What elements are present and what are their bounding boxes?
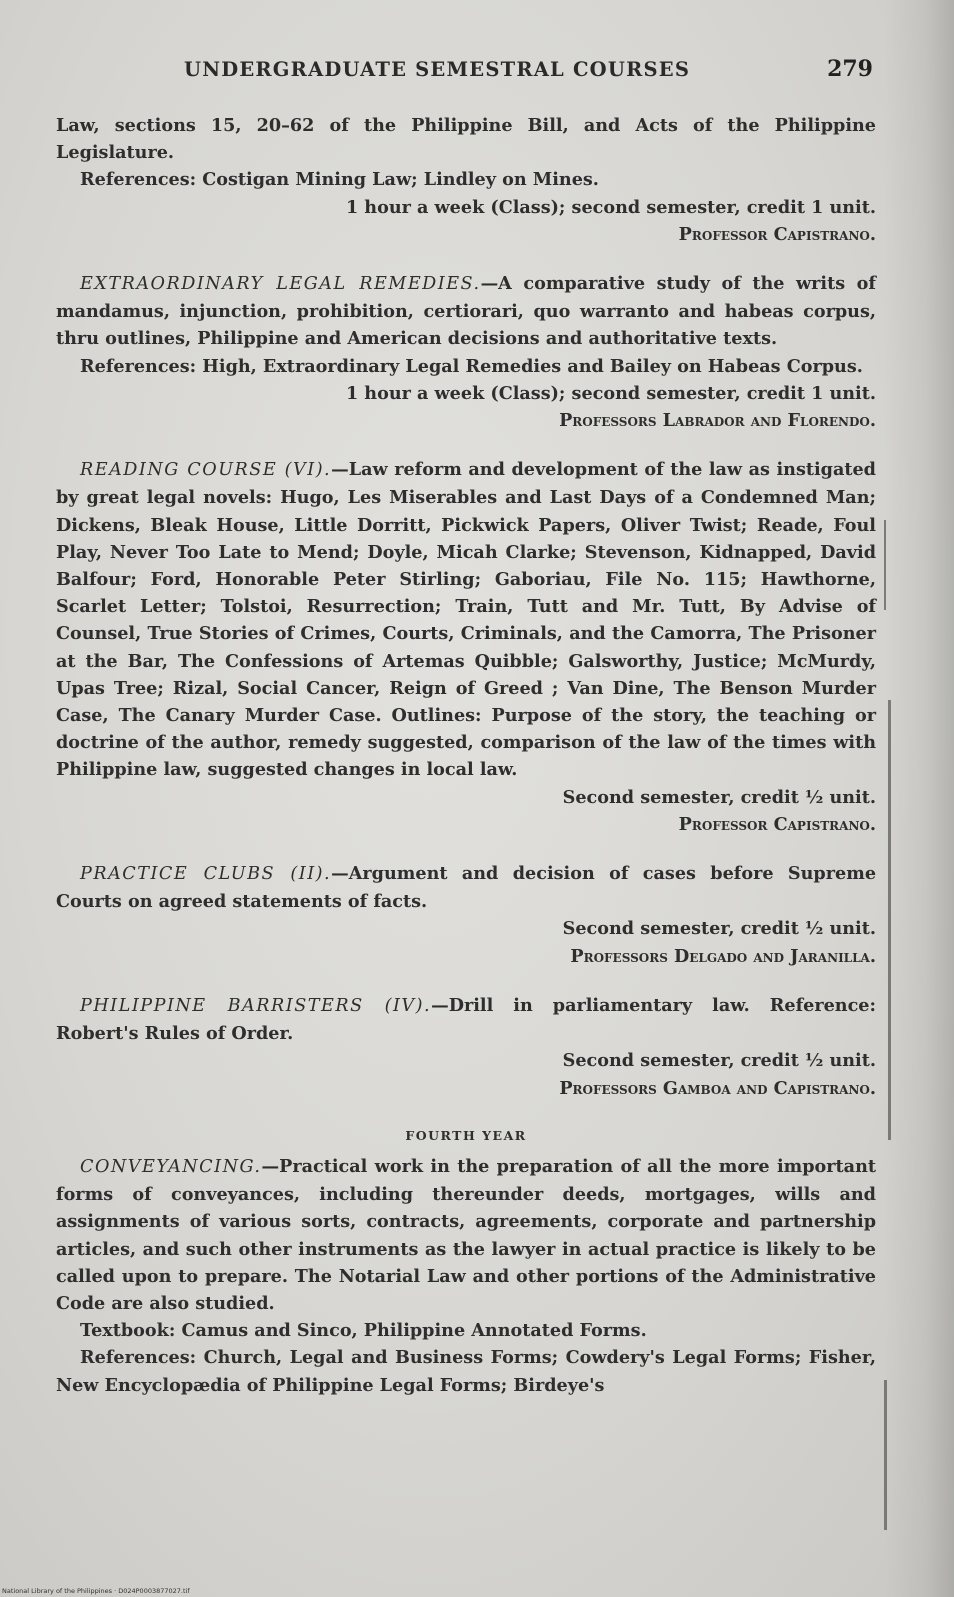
schedule: 1 hour a week (Class); second semester, credit 1 unit.	[345, 196, 876, 218]
professors: Professor Capistrano.	[678, 813, 876, 835]
course-paragraph	[56, 270, 876, 353]
reading-course-section	[56, 456, 876, 838]
references: References: High, Extraordinary Legal Remedies and Bailey on Habeas Corpus.	[80, 355, 863, 377]
schedule: 1 hour a week (Class); second semester, credit 1 unit.	[345, 382, 876, 404]
references: References: Church, Legal and Business Forms; Cowdery's Legal Forms; Fisher, New Encyclopædia of Philippine Legal Forms; Birdeye's	[56, 1347, 876, 1396]
course-title: PHILIPPINE BARRISTERS (IV).	[80, 995, 432, 1016]
course-description: —Law reform and development of the law as instigated by great legal novels: Hugo, Les Miserables and Last Days of a Condemned Man; Dickens, Bleak House, Little Dorritt, Pickwick Papers, Oliver Twist; Reade, Foul Play, Never Too Late to Mend; Doyle, Micah Clarke; Stevenson, Kidnapped, David Balfour; Ford, Honorable Peter Stirling; Gaboriau, File No. 115; Hawthorne, Scarlet Letter; Tolstoi, Resurrection; Train, Tutt and Mr. Tutt, By Advise of Counsel, True Stories of Crimes, Courts, Criminals, and the Camorra, The Prisoner at the Bar, The Confessions of Artemas Quibble; Galsworthy, Justice; McMurdy, Upas Tree; Rizal, Social Cancer, Reign of Greed ; Van Dine, The Benson Murder Case, The Canary Murder Case. Outlines: Purpose of the story, the teaching or doctrine of the author, remedy suggested, comparison of the law of the times with Philippine law, suggested changes in local law.	[56, 459, 876, 781]
schedule: Second semester, credit ½ unit.	[562, 786, 876, 808]
legal-remedies-section	[56, 270, 876, 434]
page-number: 279	[827, 56, 873, 82]
margin-pencil-mark	[884, 1380, 887, 1530]
course-title: EXTRAORDINARY LEGAL REMEDIES.	[80, 274, 481, 295]
course-description: —Drill in parliamentary law. Reference: Robert's Rules of Order.	[56, 994, 876, 1045]
professors: Professor Capistrano.	[678, 223, 876, 245]
course-description: —Argument and decision of cases before Supreme Courts on agreed statements of facts.	[56, 863, 877, 913]
course-paragraph	[56, 860, 876, 915]
page-content	[56, 112, 876, 1399]
running-title: UNDERGRADUATE SEMESTRAL COURSES	[184, 58, 691, 81]
mining-law-section	[56, 112, 876, 248]
page-header	[58, 58, 873, 88]
conveyancing-section	[56, 1153, 876, 1399]
page-edge-shadow	[884, 0, 954, 1597]
practice-clubs-section	[56, 860, 876, 970]
schedule: Second semester, credit ½ unit.	[562, 918, 876, 940]
barristers-section	[56, 992, 876, 1102]
course-description: —Practical work in the preparation of all the more important forms of conveyances, including thereunder deeds, mortgages, wills and assignments of various sorts, contracts, agreements, corporate and partnership articles, and such other instruments as the lawyer in actual practice is likely to be called upon to prepare. The Notarial Law and other portions of the Administrative Code are also studied.	[56, 1155, 876, 1314]
course-description: —A comparative study of the writs of mandamus, injunction, prohibition, certiorari, quo warranto and habeas corpus, thru outlines, Philippine and American decisions and authoritative texts.	[56, 273, 876, 350]
professors: Professors Gamboa and Capistrano.	[559, 1077, 876, 1099]
margin-pencil-mark	[888, 700, 891, 1140]
references: References: Costigan Mining Law; Lindley on Mines.	[80, 169, 599, 191]
margin-pencil-mark	[884, 520, 886, 610]
professors: Professors Labrador and Florendo.	[559, 410, 876, 432]
textbook: Textbook: Camus and Sinco, Philippine Annotated Forms.	[80, 1320, 647, 1342]
professors: Professors Delgado and Jaranilla.	[570, 945, 876, 967]
course-paragraph	[56, 456, 876, 783]
course-title: CONVEYANCING.	[80, 1156, 262, 1177]
continued-text: Law, sections 15, 20–62 of the Philippine Bill, and Acts of the Philippine Legislature.	[56, 115, 876, 164]
fourth-year-heading: FOURTH YEAR	[405, 1127, 527, 1143]
course-title: READING COURSE (VI).	[80, 460, 332, 481]
scan-footer-tag: National Library of the Philippines · D024P0003877027.tif	[2, 1587, 190, 1595]
course-title: PRACTICE CLUBS (II).	[80, 864, 332, 885]
course-paragraph	[56, 1153, 876, 1317]
schedule: Second semester, credit ½ unit.	[562, 1050, 876, 1072]
course-paragraph	[56, 992, 876, 1047]
